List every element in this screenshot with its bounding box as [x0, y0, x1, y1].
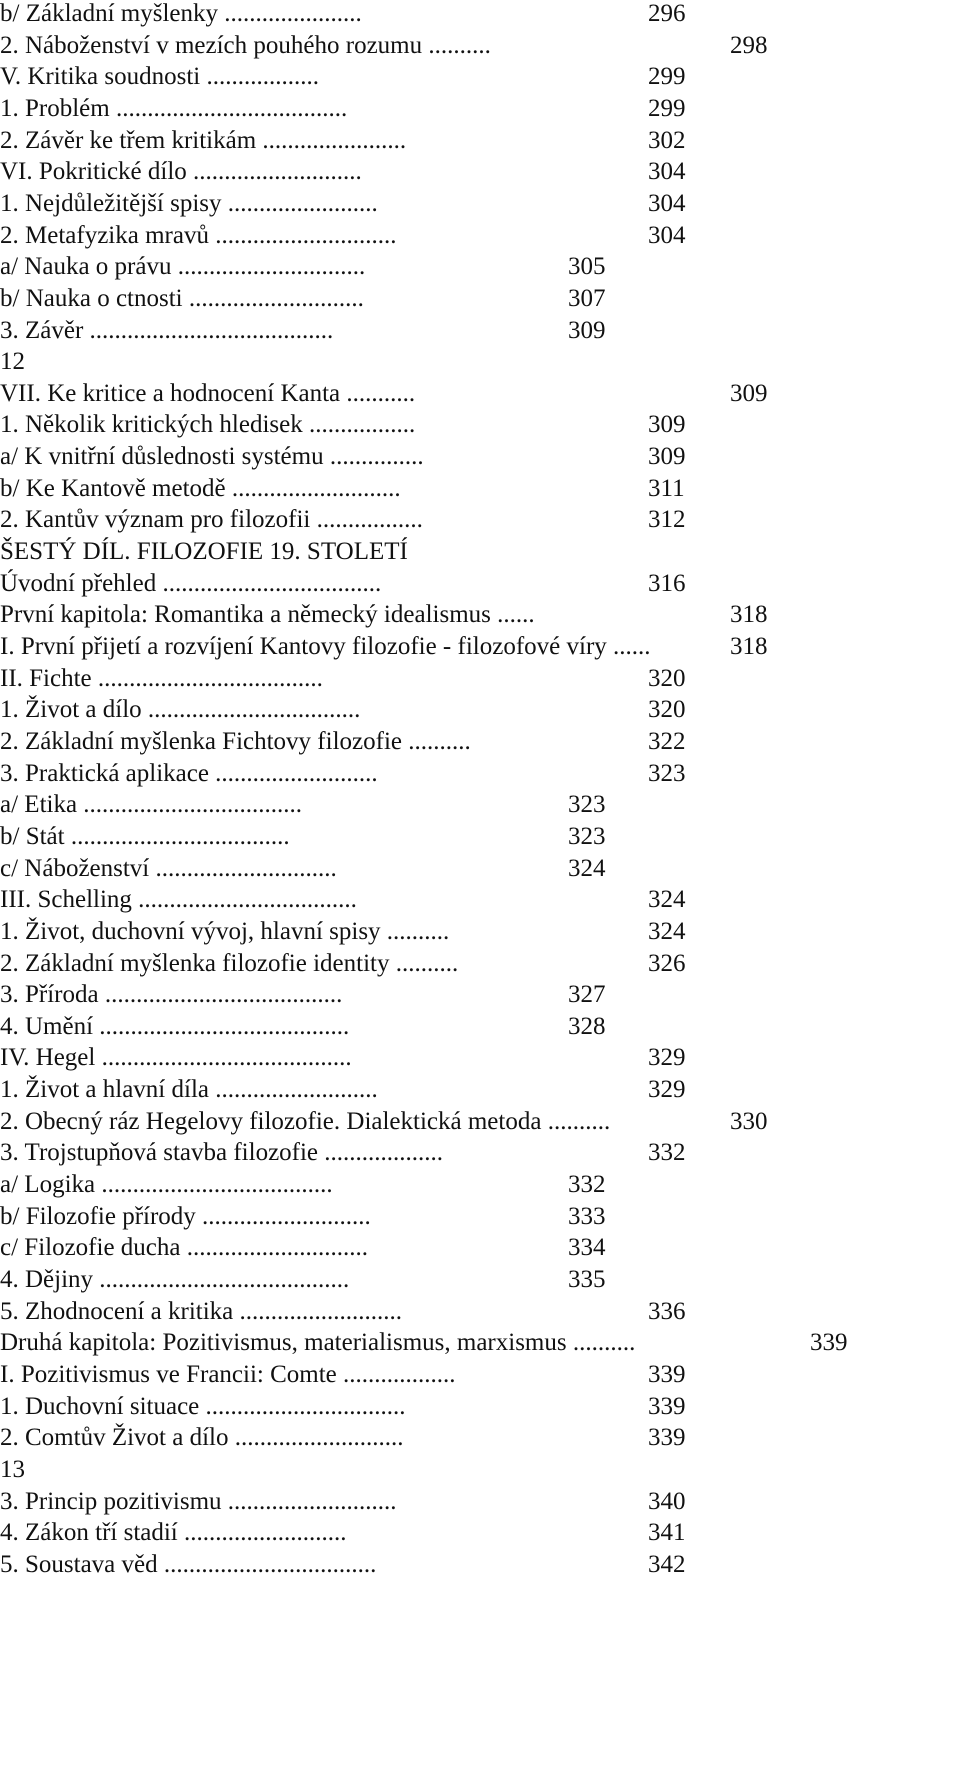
toc-entry-page-number: 340	[648, 1487, 686, 1515]
toc-entry-page-number: 309	[730, 379, 768, 407]
toc-entry-title: 1. Několik kritických hledisek .................	[0, 411, 416, 439]
toc-entry	[0, 1295, 960, 1329]
toc-entry	[0, 187, 960, 221]
toc-entry-title: 3. Příroda ......................................	[0, 981, 343, 1009]
toc-entry	[0, 630, 960, 664]
toc-entry-page-number: 309	[648, 411, 686, 439]
toc-entry	[0, 314, 960, 348]
toc-entry-title: 2. Kantův význam pro filozofii .................	[0, 506, 423, 534]
toc-entry-title: 2. Comtův Život a dílo ...........................	[0, 1424, 404, 1452]
toc-entry-page-number: 329	[648, 1076, 686, 1104]
toc-entry-title: c/ Filozofie ducha .............................	[0, 1234, 368, 1262]
toc-entry-title: 12	[0, 348, 25, 376]
toc-entry	[0, 377, 960, 411]
toc-entry-title: VII. Ke kritice a hodnocení Kanta ...........	[0, 379, 416, 407]
toc-entry-page-number: 335	[568, 1266, 606, 1293]
toc-entry	[0, 1453, 960, 1487]
toc-entry	[0, 535, 960, 569]
toc-entry-title: 1. Život a hlavní díla ..........................	[0, 1076, 378, 1104]
toc-entry	[0, 1516, 960, 1550]
toc-entry	[0, 1548, 960, 1582]
toc-entry-page-number: 324	[568, 854, 606, 882]
toc-entry-title: VI. Pokritické dílo ...........................	[0, 158, 362, 186]
toc-entry-title: a/ K vnitřní důslednosti systému ...............	[0, 443, 424, 471]
toc-entry-title: 13	[0, 1455, 25, 1483]
toc-entry-title: a/ Etika ...................................	[0, 791, 303, 819]
toc-entry	[0, 155, 960, 189]
toc-entry-page-number: 342	[648, 1550, 686, 1578]
toc-entry-title: 3. Praktická aplikace ..........................	[0, 759, 378, 787]
toc-entry-title: c/ Náboženství .............................	[0, 854, 337, 882]
toc-entry-title: V. Kritika soudnosti ..................	[0, 63, 319, 91]
toc-entry	[0, 282, 960, 316]
toc-entry-page-number: 332	[568, 1171, 606, 1199]
toc-entry-title: b/ Filozofie přírody ...........................	[0, 1202, 371, 1230]
toc-entry-title: 4. Zákon tří stadií ..........................	[0, 1519, 347, 1547]
toc-entry	[0, 978, 960, 1012]
toc-entry-page-number: 316	[648, 569, 686, 597]
toc-entry-title: Úvodní přehled ...................................	[0, 569, 382, 597]
toc-entry-title: 4. Dějiny ........................................	[0, 1266, 350, 1293]
toc-entry	[0, 1231, 960, 1265]
toc-entry-title: Druhá kapitola: Pozitivismus, materialismus, marxismus ..........	[0, 1329, 636, 1357]
toc-entry-page-number: 339	[648, 1424, 686, 1452]
toc-entry-title: b/ Ke Kantově metodě ...........................	[0, 474, 401, 502]
toc-entry	[0, 1200, 960, 1234]
toc-entry-page-number: 318	[730, 601, 768, 629]
toc-entry	[0, 1168, 960, 1202]
toc-entry-title: 2. Náboženství v mezích pouhého rozumu ..........	[0, 31, 491, 59]
toc-entry	[0, 345, 960, 379]
toc-entry-page-number: 304	[648, 189, 686, 217]
toc-entry-page-number: 324	[648, 886, 686, 914]
toc-entry-page-number: 320	[648, 664, 686, 692]
toc-entry-page-number: 322	[648, 727, 686, 755]
toc-entry-title: 2. Základní myšlenka Fichtovy filozofie ..........	[0, 727, 471, 755]
toc-entry	[0, 1041, 960, 1075]
toc-entry-page-number: 339	[810, 1329, 848, 1357]
toc-entry	[0, 29, 960, 63]
toc-entry-page-number: 323	[568, 822, 606, 850]
toc-entry	[0, 250, 960, 284]
toc-entry-page-number: 298	[730, 31, 768, 59]
toc-entry-title: 3. Trojstupňová stavba filozofie ...................	[0, 1139, 444, 1167]
toc-entry-page-number: 312	[648, 506, 686, 534]
toc-entry	[0, 915, 960, 949]
toc-entry	[0, 0, 960, 31]
toc-entry	[0, 219, 960, 253]
toc-entry	[0, 408, 960, 442]
toc-entry-page-number: 330	[730, 1107, 768, 1135]
toc-entry	[0, 1358, 960, 1392]
toc-entry-title: 5. Zhodnocení a kritika ..........................	[0, 1297, 403, 1325]
toc-entry-title: II. Fichte ....................................	[0, 664, 323, 692]
toc-entry-title: I. Pozitivismus ve Francii: Comte ..................	[0, 1360, 456, 1388]
toc-entry-title: ŠESTÝ DÍL. FILOZOFIE 19. STOLETÍ	[0, 538, 408, 566]
toc-entry-page-number: 318	[730, 633, 768, 660]
toc-entry-title: 2. Obecný ráz Hegelovy filozofie. Dialektická metoda ..........	[0, 1107, 611, 1135]
toc-entry	[0, 820, 960, 854]
toc-entry-page-number: 304	[648, 158, 686, 186]
toc-entry	[0, 124, 960, 158]
toc-entry-title: 1. Život, duchovní vývoj, hlavní spisy ..........	[0, 917, 450, 945]
toc-entry-page-number: 305	[568, 253, 606, 281]
toc-entry	[0, 60, 960, 94]
toc-entry-title: a/ Nauka o právu ..............................	[0, 253, 366, 281]
toc-entry	[0, 598, 960, 632]
toc-entry-page-number: 341	[648, 1519, 686, 1547]
toc-entry	[0, 1485, 960, 1519]
toc-entry-title: a/ Logika .....................................	[0, 1171, 333, 1199]
toc-entry	[0, 440, 960, 474]
toc-entry-page-number: 309	[568, 316, 606, 344]
toc-entry	[0, 693, 960, 727]
toc-entry-title: 1. Duchovní situace ................................	[0, 1392, 406, 1420]
toc-entry-title: III. Schelling ...................................	[0, 886, 357, 914]
toc-entry	[0, 1010, 960, 1044]
toc-entry-page-number: 307	[568, 284, 606, 312]
toc-entry-title: První kapitola: Romantika a německý idealismus ......	[0, 601, 535, 629]
toc-entry	[0, 1421, 960, 1455]
toc-entry	[0, 947, 960, 981]
toc-entry-page-number: 320	[648, 696, 686, 724]
toc-entry	[0, 1263, 960, 1297]
toc-entry-title: 2. Závěr ke třem kritikám .......................	[0, 126, 407, 154]
toc-entry-page-number: 326	[648, 949, 686, 977]
toc-entry-page-number: 328	[568, 1012, 606, 1040]
toc-entry-page-number: 309	[648, 443, 686, 471]
toc-entry	[0, 1073, 960, 1107]
toc-entry-title: IV. Hegel ........................................	[0, 1044, 352, 1072]
toc-entry-title: 1. Nejdůležitější spisy ........................	[0, 189, 378, 217]
toc-entry-page-number: 336	[648, 1297, 686, 1325]
toc-entry	[0, 1105, 960, 1139]
toc-entry	[0, 1390, 960, 1424]
toc-entry-page-number: 311	[648, 474, 685, 502]
toc-entry-title: 1. Život a dílo ..................................	[0, 696, 361, 724]
toc-entry	[0, 567, 960, 601]
toc-entry-page-number: 296	[648, 0, 686, 27]
toc-entry-page-number: 323	[568, 791, 606, 819]
toc-entry-page-number: 329	[648, 1044, 686, 1072]
toc-entry	[0, 472, 960, 506]
toc-entry-page-number: 339	[648, 1360, 686, 1388]
toc-entry-title: 3. Princip pozitivismu ...........................	[0, 1487, 397, 1515]
toc-entry-title: b/ Nauka o ctnosti ............................	[0, 284, 364, 312]
toc-entry-page-number: 299	[648, 63, 686, 91]
toc-entry	[0, 757, 960, 791]
toc-entry-page-number: 299	[648, 94, 686, 122]
toc-entry-title: b/ Základní myšlenky ......................	[0, 0, 362, 27]
toc-entry-page-number: 302	[648, 126, 686, 154]
toc-entry-page-number: 304	[648, 221, 686, 249]
toc-entry-page-number: 324	[648, 917, 686, 945]
toc-entry	[0, 788, 960, 822]
toc-entry-page-number: 323	[648, 759, 686, 787]
toc-entry-title: 4. Umění ........................................	[0, 1012, 350, 1040]
toc-entry	[0, 503, 960, 537]
toc-entry-page-number: 333	[568, 1202, 606, 1230]
toc-entry	[0, 92, 960, 126]
toc-entry-title: 1. Problém .....................................	[0, 94, 348, 122]
toc-entry-title: b/ Stát ...................................	[0, 822, 290, 850]
toc-entry	[0, 725, 960, 759]
toc-entry-page-number: 339	[648, 1392, 686, 1420]
toc-entry-page-number: 334	[568, 1234, 606, 1262]
toc-entry-page-number: 327	[568, 981, 606, 1009]
toc-entry-title: 2. Základní myšlenka filozofie identity ..........	[0, 949, 459, 977]
toc-entry	[0, 662, 960, 696]
toc-entry	[0, 1326, 960, 1360]
toc-entry-title: 2. Metafyzika mravů .............................	[0, 221, 397, 249]
toc-entry	[0, 852, 960, 886]
toc-entry-title: 5. Soustava věd ..................................	[0, 1550, 377, 1578]
toc-entry-title: I. První přijetí a rozvíjení Kantovy filozofie - filozofové víry ......	[0, 633, 651, 660]
toc-entry	[0, 1136, 960, 1170]
toc-entry-title: 3. Závěr .......................................	[0, 316, 334, 344]
toc-entry	[0, 883, 960, 917]
toc-entry-page-number: 332	[648, 1139, 686, 1167]
